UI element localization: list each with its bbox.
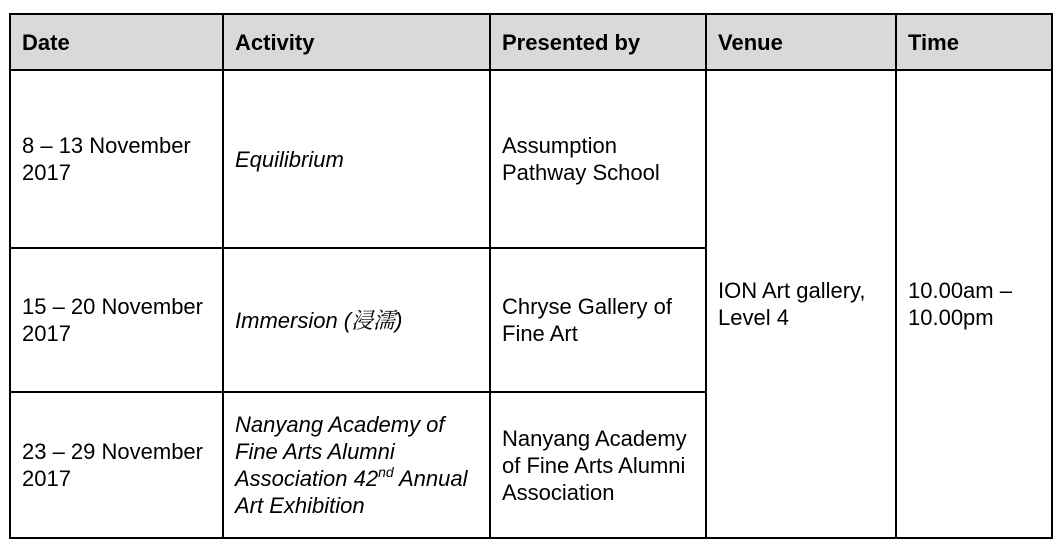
- activity-cell: [223, 392, 490, 538]
- activity-title-tail: Annual Art Exhibition: [235, 466, 468, 518]
- date-cell: 23 – 29 November 2017: [10, 392, 223, 538]
- header-venue: Venue: [706, 14, 896, 70]
- date-cell: 15 – 20 November 2017: [10, 248, 223, 392]
- presenter-cell: Assumption Pathway School: [490, 70, 706, 248]
- activity-title: Nanyang Academy of Fine Arts Alumni Association 42: [235, 412, 445, 491]
- table-row: [10, 70, 1052, 248]
- venue-cell: ION Art gallery, Level 4: [706, 70, 896, 538]
- presenter-cell: Nanyang Academy of Fine Arts Alumni Association: [490, 392, 706, 538]
- header-date: Date: [10, 14, 223, 70]
- activity-cell: Immersion (浸濡): [223, 248, 490, 392]
- header-activity: Activity: [223, 14, 490, 70]
- presenter-cell: Chryse Gallery of Fine Art: [490, 248, 706, 392]
- date-cell: 8 – 13 November 2017: [10, 70, 223, 248]
- schedule-table: [9, 13, 1053, 539]
- header-time: Time: [896, 14, 1052, 70]
- ordinal-suffix: nd: [378, 464, 394, 480]
- time-cell: 10.00am – 10.00pm: [896, 70, 1052, 538]
- header-row: [10, 14, 1052, 70]
- activity-cell: Equilibrium: [223, 70, 490, 248]
- header-presented-by: Presented by: [490, 14, 706, 70]
